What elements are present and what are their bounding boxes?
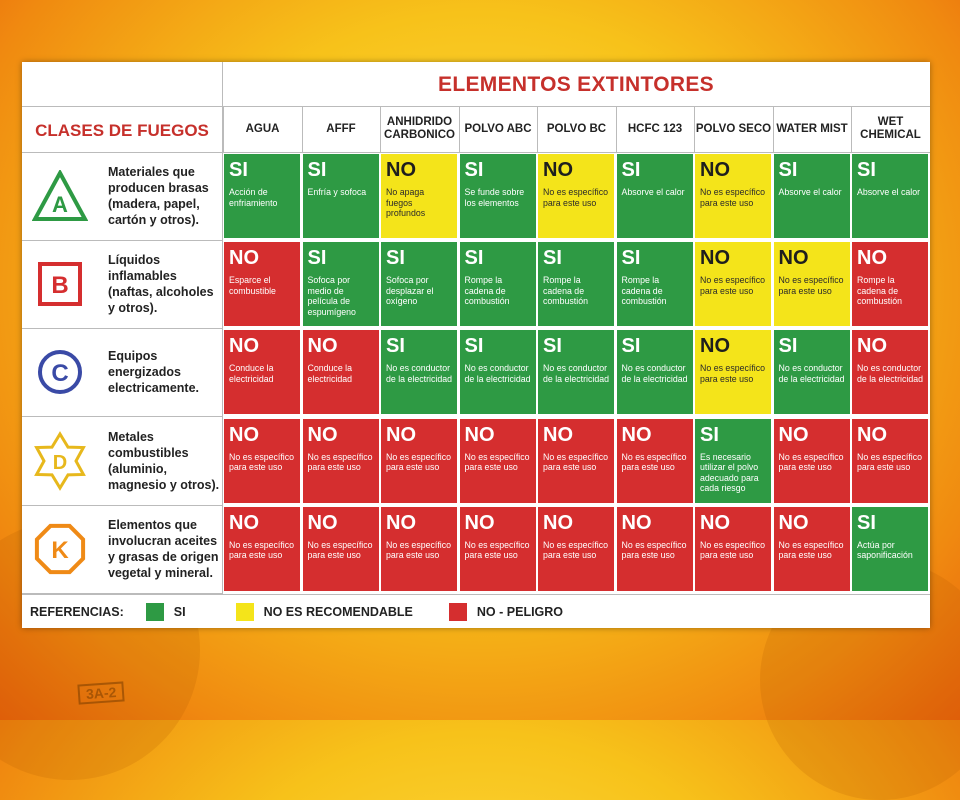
- cell-description: No es específico para este uso: [543, 539, 609, 561]
- square-icon: [22, 241, 98, 327]
- cell-verdict: NO: [857, 247, 887, 270]
- cell-description: Conduce la electricidad: [307, 363, 353, 384]
- cell-description: No es conductor de la electricidad: [386, 363, 453, 384]
- column-header: ANHIDRIDO CARBONICO: [380, 106, 458, 152]
- compatibility-cell: [774, 242, 850, 326]
- compatibility-cell: [774, 154, 850, 238]
- compatibility-cell: [460, 242, 536, 326]
- compatibility-cell: [303, 154, 379, 238]
- cell-verdict: NO: [543, 511, 573, 534]
- cell-verdict: NO: [464, 511, 495, 534]
- cell-description: Acción de enfriamiento: [229, 187, 278, 208]
- chart-title: ELEMENTOS EXTINTORES: [438, 73, 714, 96]
- cell-verdict: NO: [621, 423, 652, 446]
- cell-description: No es conductor de la electricidad: [778, 363, 845, 384]
- cell-verdict: SI: [857, 511, 876, 534]
- circle-icon: [22, 329, 98, 415]
- cell-verdict: SI: [386, 335, 405, 358]
- column-header: POLVO ABC: [459, 106, 537, 152]
- yellow-swatch: [236, 603, 254, 621]
- compatibility-cell: [381, 419, 457, 503]
- cell-description: No es específico para este uso: [229, 451, 295, 473]
- compatibility-cell: [695, 507, 771, 591]
- cell-description: No es específico para este uso: [543, 451, 609, 473]
- cell-verdict: NO: [307, 423, 338, 446]
- cell-verdict: NO: [307, 511, 338, 534]
- cell-description: Es necesario utilizar el polvo adecuado para cada riesgo: [700, 451, 759, 494]
- compatibility-cell: [617, 154, 693, 238]
- cell-description: No es específico para este uso: [700, 539, 766, 561]
- clases-de-fuegos-title: CLASES DE FUEGOS: [35, 121, 209, 140]
- cell-description: No es específico para este uso: [700, 275, 766, 296]
- compatibility-cell: [538, 242, 614, 326]
- compatibility-cell: [695, 330, 771, 414]
- cell-verdict: NO: [229, 335, 259, 358]
- compatibility-cell: [460, 154, 536, 238]
- cell-verdict: SI: [778, 335, 798, 358]
- cell-description: No es conductor de la electricidad: [857, 363, 924, 384]
- fire-class-label: Elementos que involucran aceites y grasas de origen vegetal y mineral.: [108, 517, 219, 580]
- cell-verdict: NO: [621, 511, 652, 534]
- svg-text:D: D: [52, 451, 68, 474]
- cell-verdict: NO: [700, 335, 730, 358]
- legend-si: SI: [173, 605, 186, 619]
- cell-description: No es conductor de la electricidad: [464, 363, 531, 384]
- cell-verdict: SI: [464, 335, 484, 358]
- compatibility-cell: [852, 154, 928, 238]
- compatibility-cell: [224, 330, 300, 414]
- cell-description: Rompe la cadena de combustión: [857, 275, 902, 307]
- cell-verdict: SI: [229, 159, 248, 181]
- cell-description: Conduce la electricidad: [229, 363, 274, 384]
- cell-description: Enfría y sofoca: [307, 187, 367, 197]
- fire-class-label: Materiales que producen brasas (madera, papel, cartón y otros).: [108, 165, 209, 227]
- triangle-icon: [22, 153, 98, 239]
- cell-verdict: NO: [464, 423, 495, 446]
- cell-verdict: NO: [857, 335, 887, 358]
- cell-verdict: SI: [778, 159, 798, 181]
- compatibility-cell: [695, 154, 771, 238]
- compatibility-cell: [381, 242, 457, 326]
- compatibility-cell: [460, 507, 536, 591]
- cell-description: No es específico para este uso: [307, 539, 373, 561]
- cell-verdict: SI: [621, 159, 641, 181]
- svg-text:B: B: [51, 272, 69, 300]
- cell-verdict: NO: [229, 511, 259, 534]
- cell-description: Se funde sobre los elementos: [464, 187, 525, 208]
- cell-verdict: NO: [386, 511, 416, 534]
- cell-verdict: NO: [778, 423, 809, 446]
- cell-verdict: NO: [700, 511, 730, 534]
- svg-text:A: A: [52, 192, 68, 217]
- compatibility-cell: [774, 419, 850, 503]
- compatibility-cell: [538, 330, 614, 414]
- cell-verdict: SI: [621, 335, 641, 358]
- cell-description: Rompe la cadena de combustión: [621, 275, 667, 307]
- column-header: AGUA: [223, 106, 301, 152]
- cell-verdict: NO: [307, 335, 338, 358]
- compatibility-cell: [381, 330, 457, 414]
- red-swatch: [449, 603, 467, 621]
- cell-description: Absorve el calor: [621, 187, 685, 197]
- column-header: HCFC 123: [616, 106, 694, 152]
- cell-description: No es específico para este uso: [778, 275, 844, 296]
- compatibility-cell: [617, 242, 693, 326]
- compatibility-cell: [695, 242, 771, 326]
- compatibility-cell: [224, 419, 300, 503]
- cell-verdict: SI: [700, 423, 719, 446]
- cell-verdict: NO: [778, 511, 809, 534]
- cell-verdict: SI: [464, 247, 484, 270]
- compatibility-cell: [617, 330, 693, 414]
- compatibility-cell: [852, 242, 928, 326]
- compatibility-cell: [381, 507, 457, 591]
- cell-description: Absorve el calor: [857, 187, 921, 197]
- cell-description: No es específico para este uso: [543, 187, 609, 208]
- column-header: WATER MIST: [773, 106, 851, 152]
- cell-description: No es específico para este uso: [621, 451, 687, 473]
- compatibility-cell: [224, 154, 300, 238]
- cell-verdict: SI: [857, 159, 876, 181]
- legend-no-peligro: NO - PELIGRO: [476, 605, 564, 619]
- cell-description: No es específico para este uso: [229, 539, 295, 561]
- compatibility-cell: [460, 330, 536, 414]
- compatibility-cell: [303, 507, 379, 591]
- cell-description: No apaga fuegos profundos: [386, 187, 426, 218]
- cell-verdict: NO: [229, 247, 259, 270]
- compatibility-cell: [538, 154, 614, 238]
- column-header: POLVO BC: [537, 106, 615, 152]
- cell-description: No es específico para este uso: [857, 451, 923, 473]
- cell-description: No es específico para este uso: [464, 539, 530, 561]
- cell-description: No es específico para este uso: [621, 539, 687, 561]
- compatibility-cell: [774, 330, 850, 414]
- compatibility-cell: [224, 242, 300, 326]
- fire-class-label: Líquidos inflamables (naftas, alcoholes y otros).: [108, 253, 214, 316]
- cell-description: No es conductor de la electricidad: [621, 363, 688, 384]
- column-header: POLVO SECO: [694, 106, 772, 152]
- background-sticker: 3A-2: [77, 681, 125, 704]
- svg-text:C: C: [51, 360, 69, 388]
- compatibility-cell: [617, 507, 693, 591]
- compatibility-cell: [303, 242, 379, 326]
- compatibility-cell: [381, 154, 457, 238]
- cell-verdict: NO: [386, 159, 416, 181]
- compatibility-cell: [852, 330, 928, 414]
- cell-verdict: NO: [778, 247, 809, 270]
- fire-extinguisher-chart: [22, 62, 930, 628]
- cell-verdict: NO: [700, 159, 730, 181]
- compatibility-cell: [538, 419, 614, 503]
- svg-text:K: K: [51, 536, 69, 564]
- compatibility-cell: [538, 507, 614, 591]
- cell-verdict: NO: [386, 423, 416, 446]
- cell-verdict: SI: [621, 247, 641, 270]
- cell-verdict: SI: [543, 247, 562, 270]
- compatibility-cell: [852, 419, 928, 503]
- cell-description: Rompe la cadena de combustión: [464, 275, 510, 307]
- cell-verdict: SI: [464, 159, 484, 181]
- cell-description: Sofoca por desplazar el oxígeno: [386, 275, 434, 307]
- compatibility-cell: [460, 419, 536, 503]
- cell-description: No es específico para este uso: [700, 187, 766, 208]
- green-swatch: [146, 603, 164, 621]
- cell-verdict: SI: [543, 335, 562, 358]
- cell-verdict: SI: [307, 159, 327, 181]
- compatibility-cell: [774, 507, 850, 591]
- compatibility-cell: [617, 419, 693, 503]
- legend-no-recomendable: NO ES RECOMENDABLE: [263, 605, 413, 619]
- references-label: REFERENCIAS:: [30, 605, 124, 619]
- cell-description: Esparce el combustible: [229, 275, 276, 296]
- star-icon: [22, 418, 98, 504]
- references-legend: [22, 594, 930, 629]
- cell-description: No es específico para este uso: [778, 539, 844, 561]
- cell-description: Actúa por saponificación: [857, 539, 913, 561]
- cell-verdict: SI: [307, 247, 327, 270]
- column-header: AFFF: [302, 106, 380, 152]
- cell-description: No es específico para este uso: [464, 451, 530, 473]
- cell-description: No es específico para este uso: [700, 363, 766, 384]
- cell-verdict: NO: [543, 423, 573, 446]
- cell-verdict: NO: [700, 247, 730, 270]
- cell-description: No es específico para este uso: [307, 451, 373, 473]
- cell-verdict: NO: [857, 423, 887, 446]
- cell-description: Absorve el calor: [778, 187, 842, 197]
- cell-description: No es específico para este uso: [386, 539, 452, 561]
- compatibility-cell: [695, 419, 771, 503]
- column-header: WET CHEMICAL: [851, 106, 929, 152]
- cell-description: No es específico para este uso: [386, 451, 452, 473]
- cell-description: Sofoca por medio de película de espumígeno: [307, 275, 356, 317]
- compatibility-cell: [303, 330, 379, 414]
- hexagon-icon: [22, 506, 98, 592]
- fire-class-label: Equipos energizados electricamente.: [108, 349, 200, 396]
- cell-description: No es específico para este uso: [778, 451, 844, 473]
- cell-verdict: NO: [229, 423, 259, 446]
- cell-verdict: NO: [543, 159, 573, 181]
- compatibility-cell: [852, 507, 928, 591]
- cell-description: No es conductor de la electricidad: [543, 363, 610, 384]
- compatibility-cell: [224, 507, 300, 591]
- fire-class-label: Metales combustibles (aluminio, magnesio y otros).: [108, 429, 220, 492]
- compatibility-cell: [303, 419, 379, 503]
- cell-description: Rompe la cadena de combustión: [543, 275, 588, 307]
- cell-verdict: SI: [386, 247, 405, 270]
